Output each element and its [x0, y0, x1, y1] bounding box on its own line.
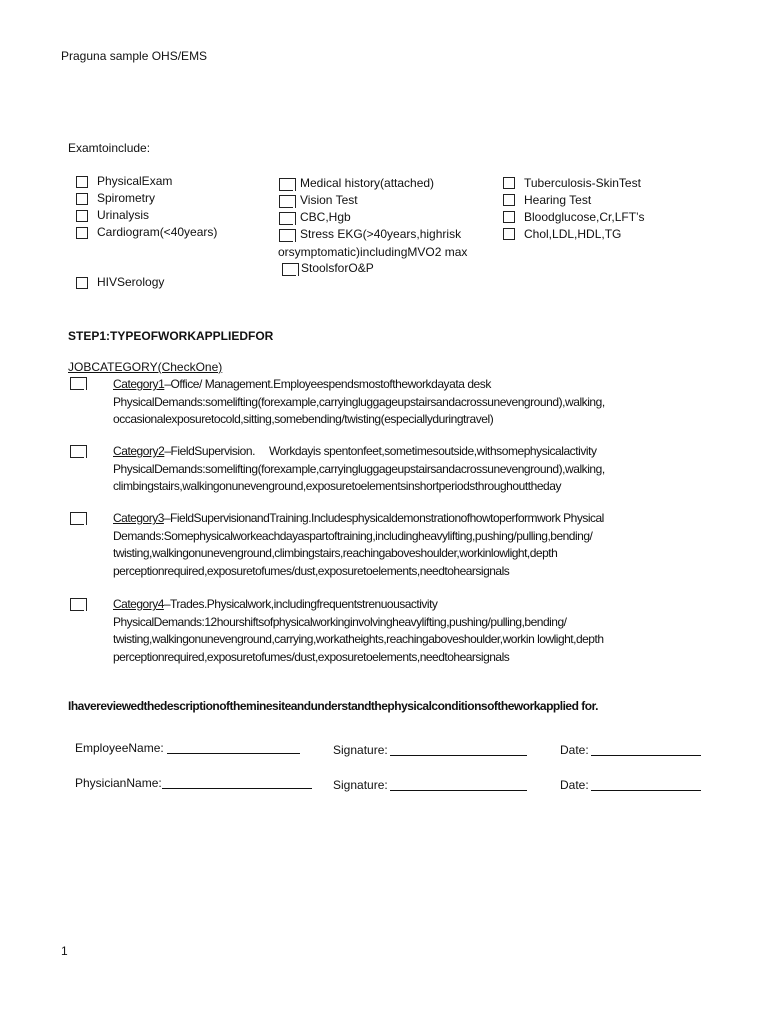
category1-name: Category1 — [113, 377, 165, 391]
category1-description — [113, 376, 605, 429]
category3-checkbox[interactable] — [70, 512, 84, 525]
category4-checkbox[interactable] — [70, 598, 84, 611]
physician-name-field[interactable] — [162, 788, 312, 789]
physician-date-field[interactable] — [591, 790, 701, 791]
urinalysis-checkbox[interactable] — [76, 210, 88, 222]
category3-line1: –FieldSupervisionandTraining.Includesphysicaldemonstrationofhowtoperformwork Physical — [163, 511, 604, 525]
category4-name: Category4 — [113, 597, 164, 611]
acknowledgement-statement: Ihavereviewedthedescriptionoftheminesiteandunderstandthephysicalconditionsoftheworkapplied for. — [68, 699, 598, 713]
stress-ekg-label-cont: orsymptomatic)includingMVO2 max — [278, 245, 468, 259]
urinalysis-label: Urinalysis — [97, 208, 150, 222]
blood-glucose-label: Bloodglucose,Cr,LFT’s — [524, 210, 645, 224]
vision-test-checkbox[interactable] — [279, 195, 293, 208]
stools-label: StoolsforO&P — [301, 261, 374, 275]
category2-line1b: Workdayis spentonfeet,sometimesoutside,withsomephysicalactivity — [268, 444, 597, 458]
tuberculosis-checkbox[interactable] — [503, 177, 515, 189]
physician-name-label: PhysicianName: — [75, 776, 162, 790]
stools-checkbox[interactable] — [282, 263, 296, 276]
employee-date-field[interactable] — [591, 755, 701, 756]
cholesterol-label: Chol,LDL,HDL,TG — [524, 227, 622, 241]
category2-line1: –FieldSupervision. — [164, 444, 255, 458]
stress-ekg-checkbox[interactable] — [279, 229, 293, 242]
category2-description — [113, 443, 605, 496]
stress-ekg-label: Stress EKG(>40years,highrisk — [300, 227, 462, 241]
medical-history-checkbox[interactable] — [279, 178, 293, 191]
cardiogram-checkbox[interactable] — [76, 227, 88, 239]
physician-signature-label: Signature: — [333, 778, 388, 792]
category2-line3: climbingstairs,walkingonunevenground,exposuretoelementsinshortperiodsthroughouttheday — [113, 479, 562, 493]
hearing-test-checkbox[interactable] — [503, 194, 515, 206]
category4-line2: PhysicalDemands:12hourshiftsofphysicalworkinginvolvingheavylifting,pushing/pulling,bending/ — [113, 614, 567, 629]
spirometry-checkbox[interactable] — [76, 193, 88, 205]
cardiogram-label: Cardiogram(<40years) — [97, 225, 218, 239]
job-category-heading: JOBCATEGORY(CheckOne) — [68, 360, 223, 374]
hearing-test-label: Hearing Test — [524, 193, 592, 207]
category3-line2: Demands:Somephysicalworkeachdayaspartoftraining,includingheavylifting,pushing/pulling,bending/ — [113, 528, 593, 543]
physical-exam-label: PhysicalExam — [97, 174, 173, 188]
physical-exam-checkbox[interactable] — [76, 176, 88, 188]
cholesterol-checkbox[interactable] — [503, 228, 515, 240]
vision-test-label: Vision Test — [300, 193, 358, 207]
category1-line1: –Office/ Management.Employeespendsmostoftheworkdayata desk — [164, 377, 491, 391]
tuberculosis-label: Tuberculosis-SkinTest — [524, 176, 641, 190]
employee-name-label: EmployeeName: — [75, 741, 164, 755]
category4-line4: perceptionrequired,exposuretofumes/dust,exposuretoelements,needtohearsignals — [113, 649, 510, 664]
document-title: Praguna sample OHS/EMS — [61, 49, 208, 63]
category4-line3: twisting,walkingonunevenground,carrying,workatheights,reachingaboveshoulder,workin lowlight,depth — [113, 632, 604, 646]
hiv-serology-checkbox[interactable] — [76, 277, 88, 289]
cbc-hgb-checkbox[interactable] — [279, 212, 293, 225]
spirometry-label: Spirometry — [97, 191, 156, 205]
category3-line3: twisting,walkingonunevenground,climbingstairs,reachingaboveshoulder,workinlowlight,depth — [113, 546, 558, 560]
physician-date-label: Date: — [560, 778, 589, 792]
employee-name-field[interactable] — [167, 753, 300, 754]
cbc-hgb-label: CBC,Hgb — [300, 210, 351, 224]
category4-line1: –Trades.Physicalwork,includingfrequentstrenuousactivity — [163, 597, 438, 611]
category3-line4: perceptionrequired,exposuretofumes/dust,exposuretoelements,needtohearsignals — [113, 563, 510, 578]
category1-line3: occasionalexposuretocold,sitting,somebending/twisting(especiallyduringtravel) — [113, 412, 494, 426]
category4-description — [113, 596, 604, 666]
step1-heading: STEP1:TYPEOFWORKAPPLIEDFOR — [68, 329, 274, 343]
exam-heading: Examtoinclude: — [68, 141, 151, 155]
category3-name: Category3 — [113, 511, 164, 525]
blood-glucose-checkbox[interactable] — [503, 211, 515, 223]
employee-signature-label: Signature: — [333, 743, 388, 757]
category3-description — [113, 510, 604, 580]
medical-history-label: Medical history(attached) — [300, 176, 435, 190]
category1-line2: PhysicalDemands:somelifting(forexample,carryingluggageupstairsandacrossunevenground),walking, — [113, 394, 605, 409]
page-number: 1 — [61, 944, 68, 958]
category2-name: Category2 — [113, 444, 165, 458]
physician-signature-field[interactable] — [390, 790, 527, 791]
hiv-serology-label: HIVSerology — [97, 275, 165, 289]
employee-signature-field[interactable] — [390, 755, 527, 756]
category1-checkbox[interactable] — [70, 377, 84, 390]
employee-date-label: Date: — [560, 743, 589, 757]
category2-line2: PhysicalDemands:somelifting(forexample,carryingluggageupstairsandacrossunevenground),walking, — [113, 461, 605, 476]
category2-checkbox[interactable] — [70, 445, 84, 458]
